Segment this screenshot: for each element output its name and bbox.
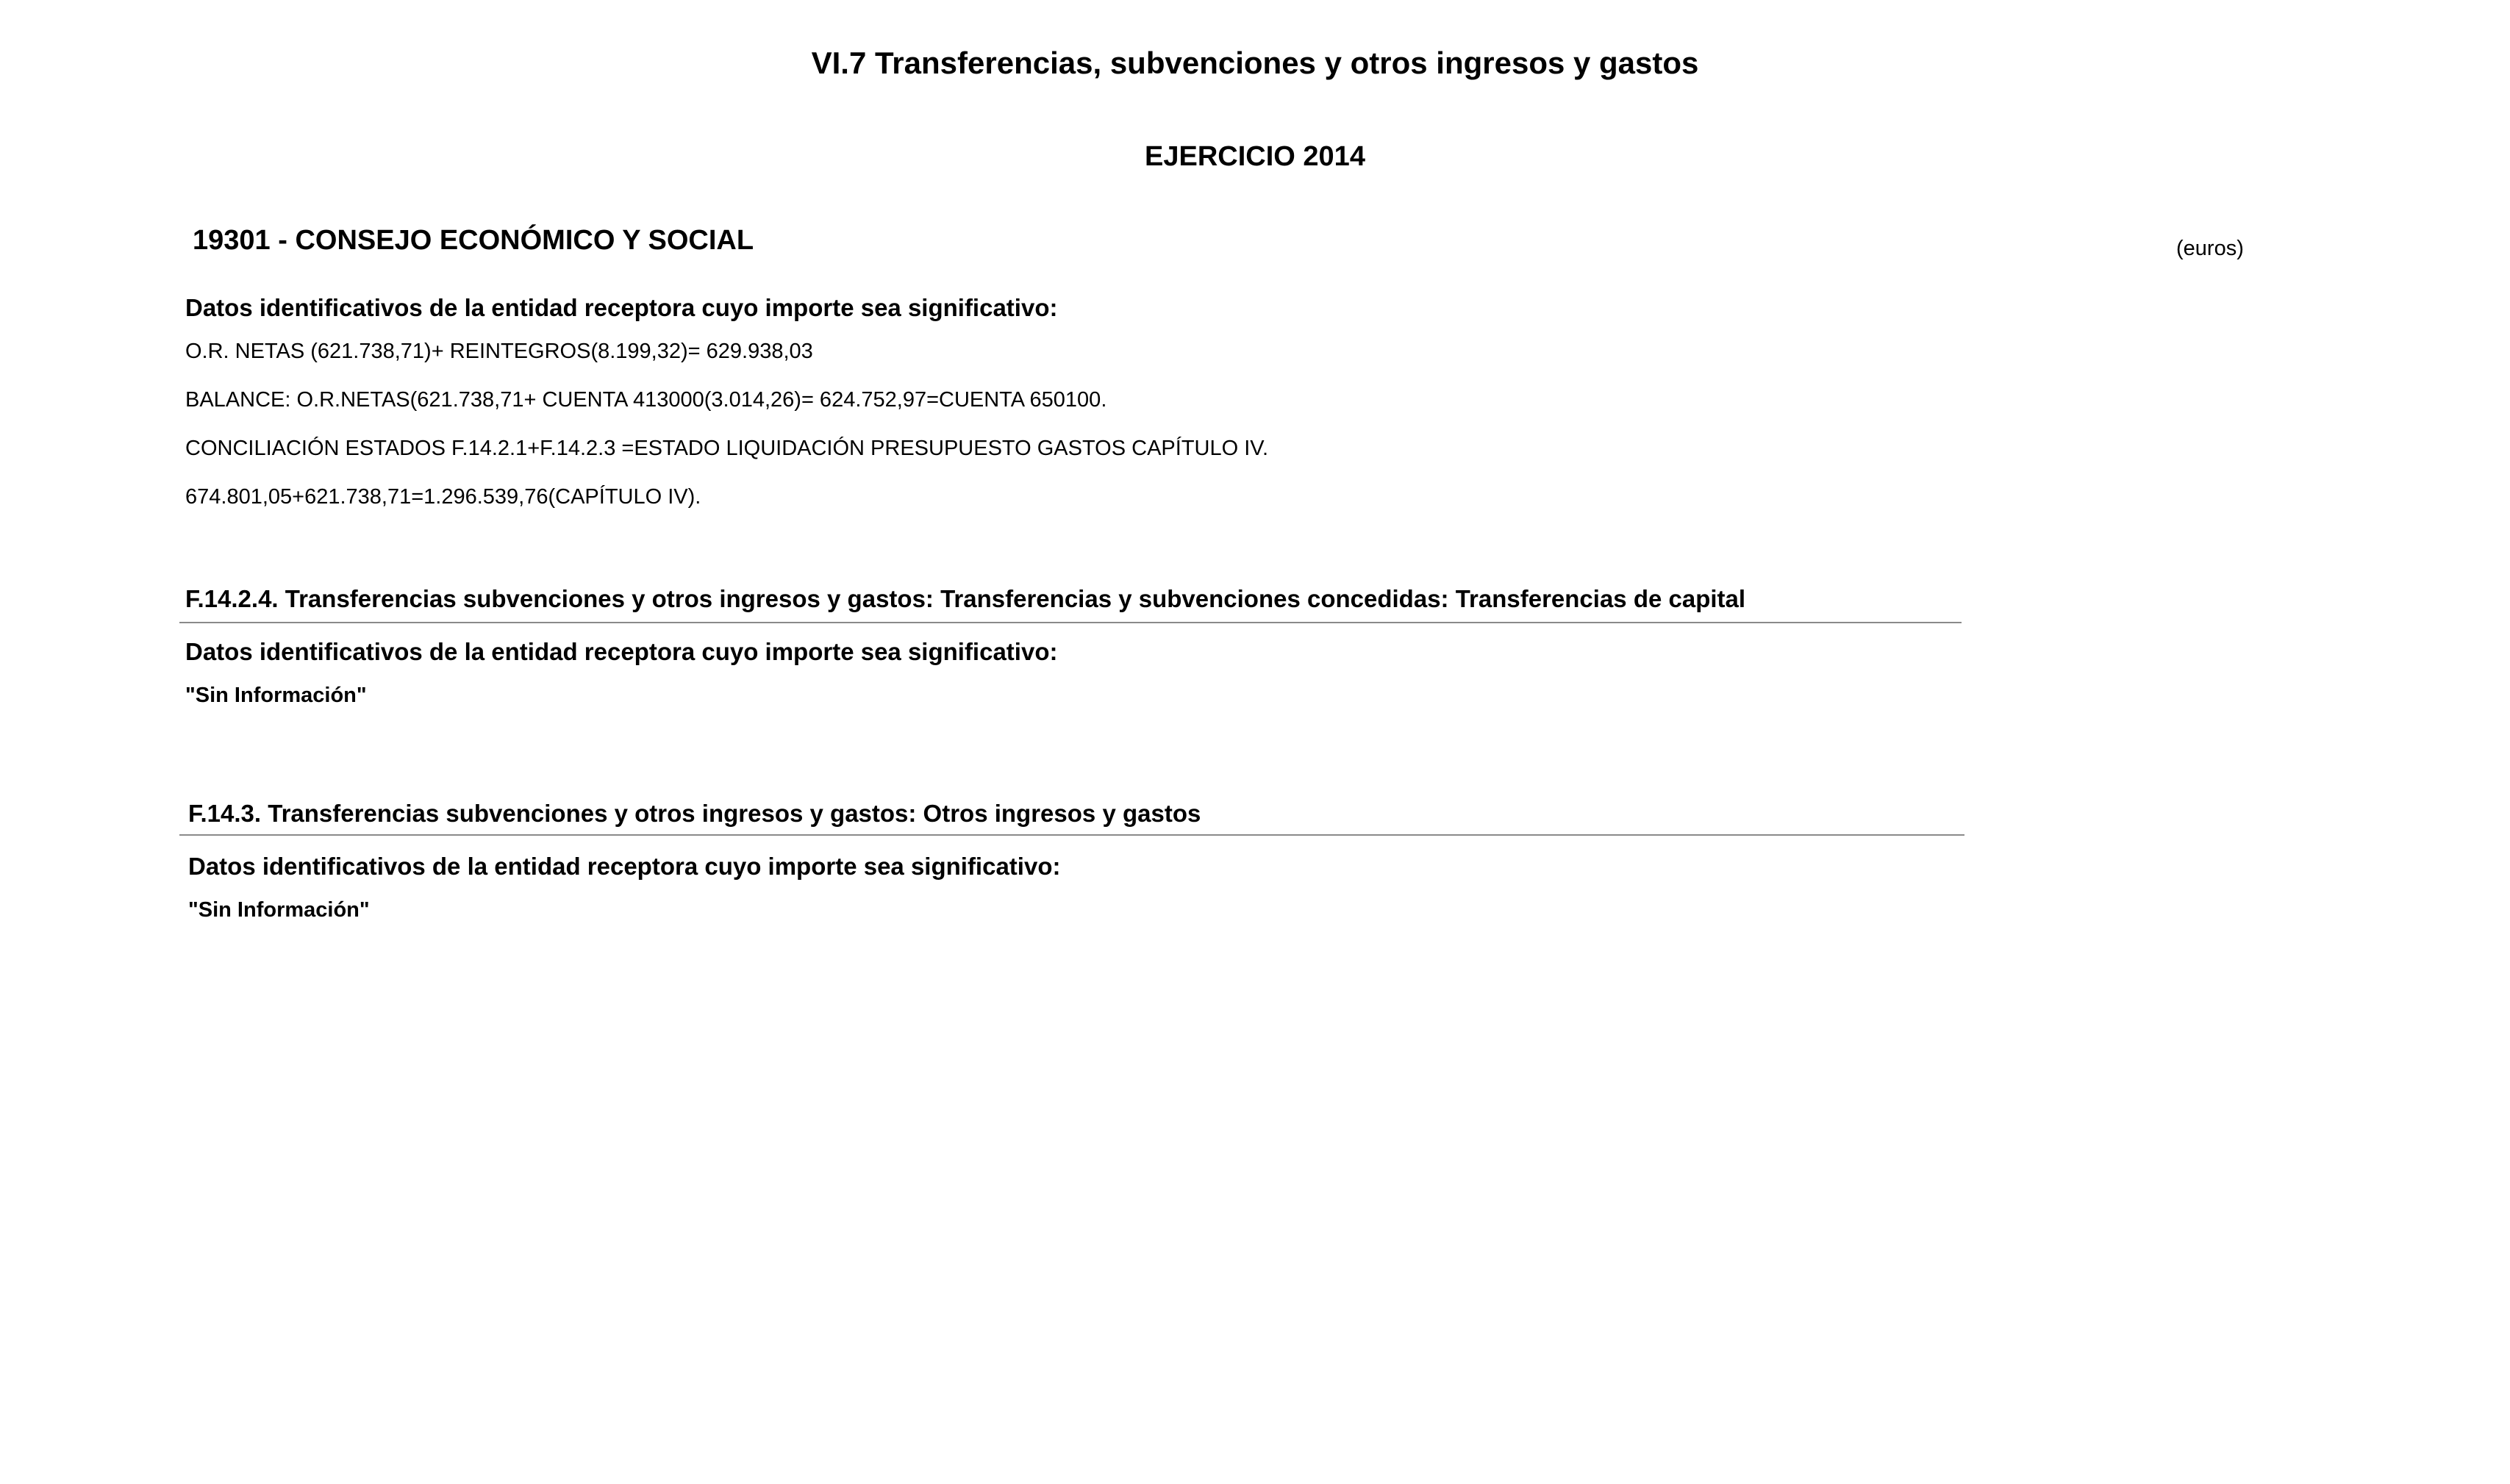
units-label: (euros) [2176,237,2244,260]
section-heading: Datos identificativos de la entidad receptora cuyo importe sea significativo: [185,294,1058,321]
no-info-text: "Sin Información" [188,898,370,922]
entity-name: 19301 - CONSEJO ECONÓMICO Y SOCIAL [193,225,754,256]
text-line: BALANCE: O.R.NETAS(621.738,71+ CUENTA 413000(3.014,26)= 624.752,97=CUENTA 650100. [185,388,1107,412]
section-heading: Datos identificativos de la entidad receptora cuyo importe sea significativo: [188,853,1061,880]
no-info-text: "Sin Información" [185,684,367,707]
section-title: F.14.2.4. Transferencias subvenciones y otros ingresos y gastos: Transferencias y subvenciones concedidas: Transferencias de capital [185,585,1746,612]
page-title: VI.7 Transferencias, subvenciones y otros ingresos y gastos [811,46,1699,80]
text-line: O.R. NETAS (621.738,71)+ REINTEGROS(8.199,32)= 629.938,03 [185,340,813,363]
section-divider [179,622,1962,623]
section-divider [179,834,1964,836]
section-heading: Datos identificativos de la entidad receptora cuyo importe sea significativo: [185,638,1058,665]
section-title: F.14.3. Transferencias subvenciones y otros ingresos y gastos: Otros ingresos y gastos [188,800,1201,827]
text-line: CONCILIACIÓN ESTADOS F.14.2.1+F.14.2.3 =ESTADO LIQUIDACIÓN PRESUPUESTO GASTOS CAPÍTULO IV. [185,437,1269,460]
text-line: 674.801,05+621.738,71=1.296.539,76(CAPÍTULO IV). [185,485,701,509]
exercise-year: EJERCICIO 2014 [1145,141,1365,172]
